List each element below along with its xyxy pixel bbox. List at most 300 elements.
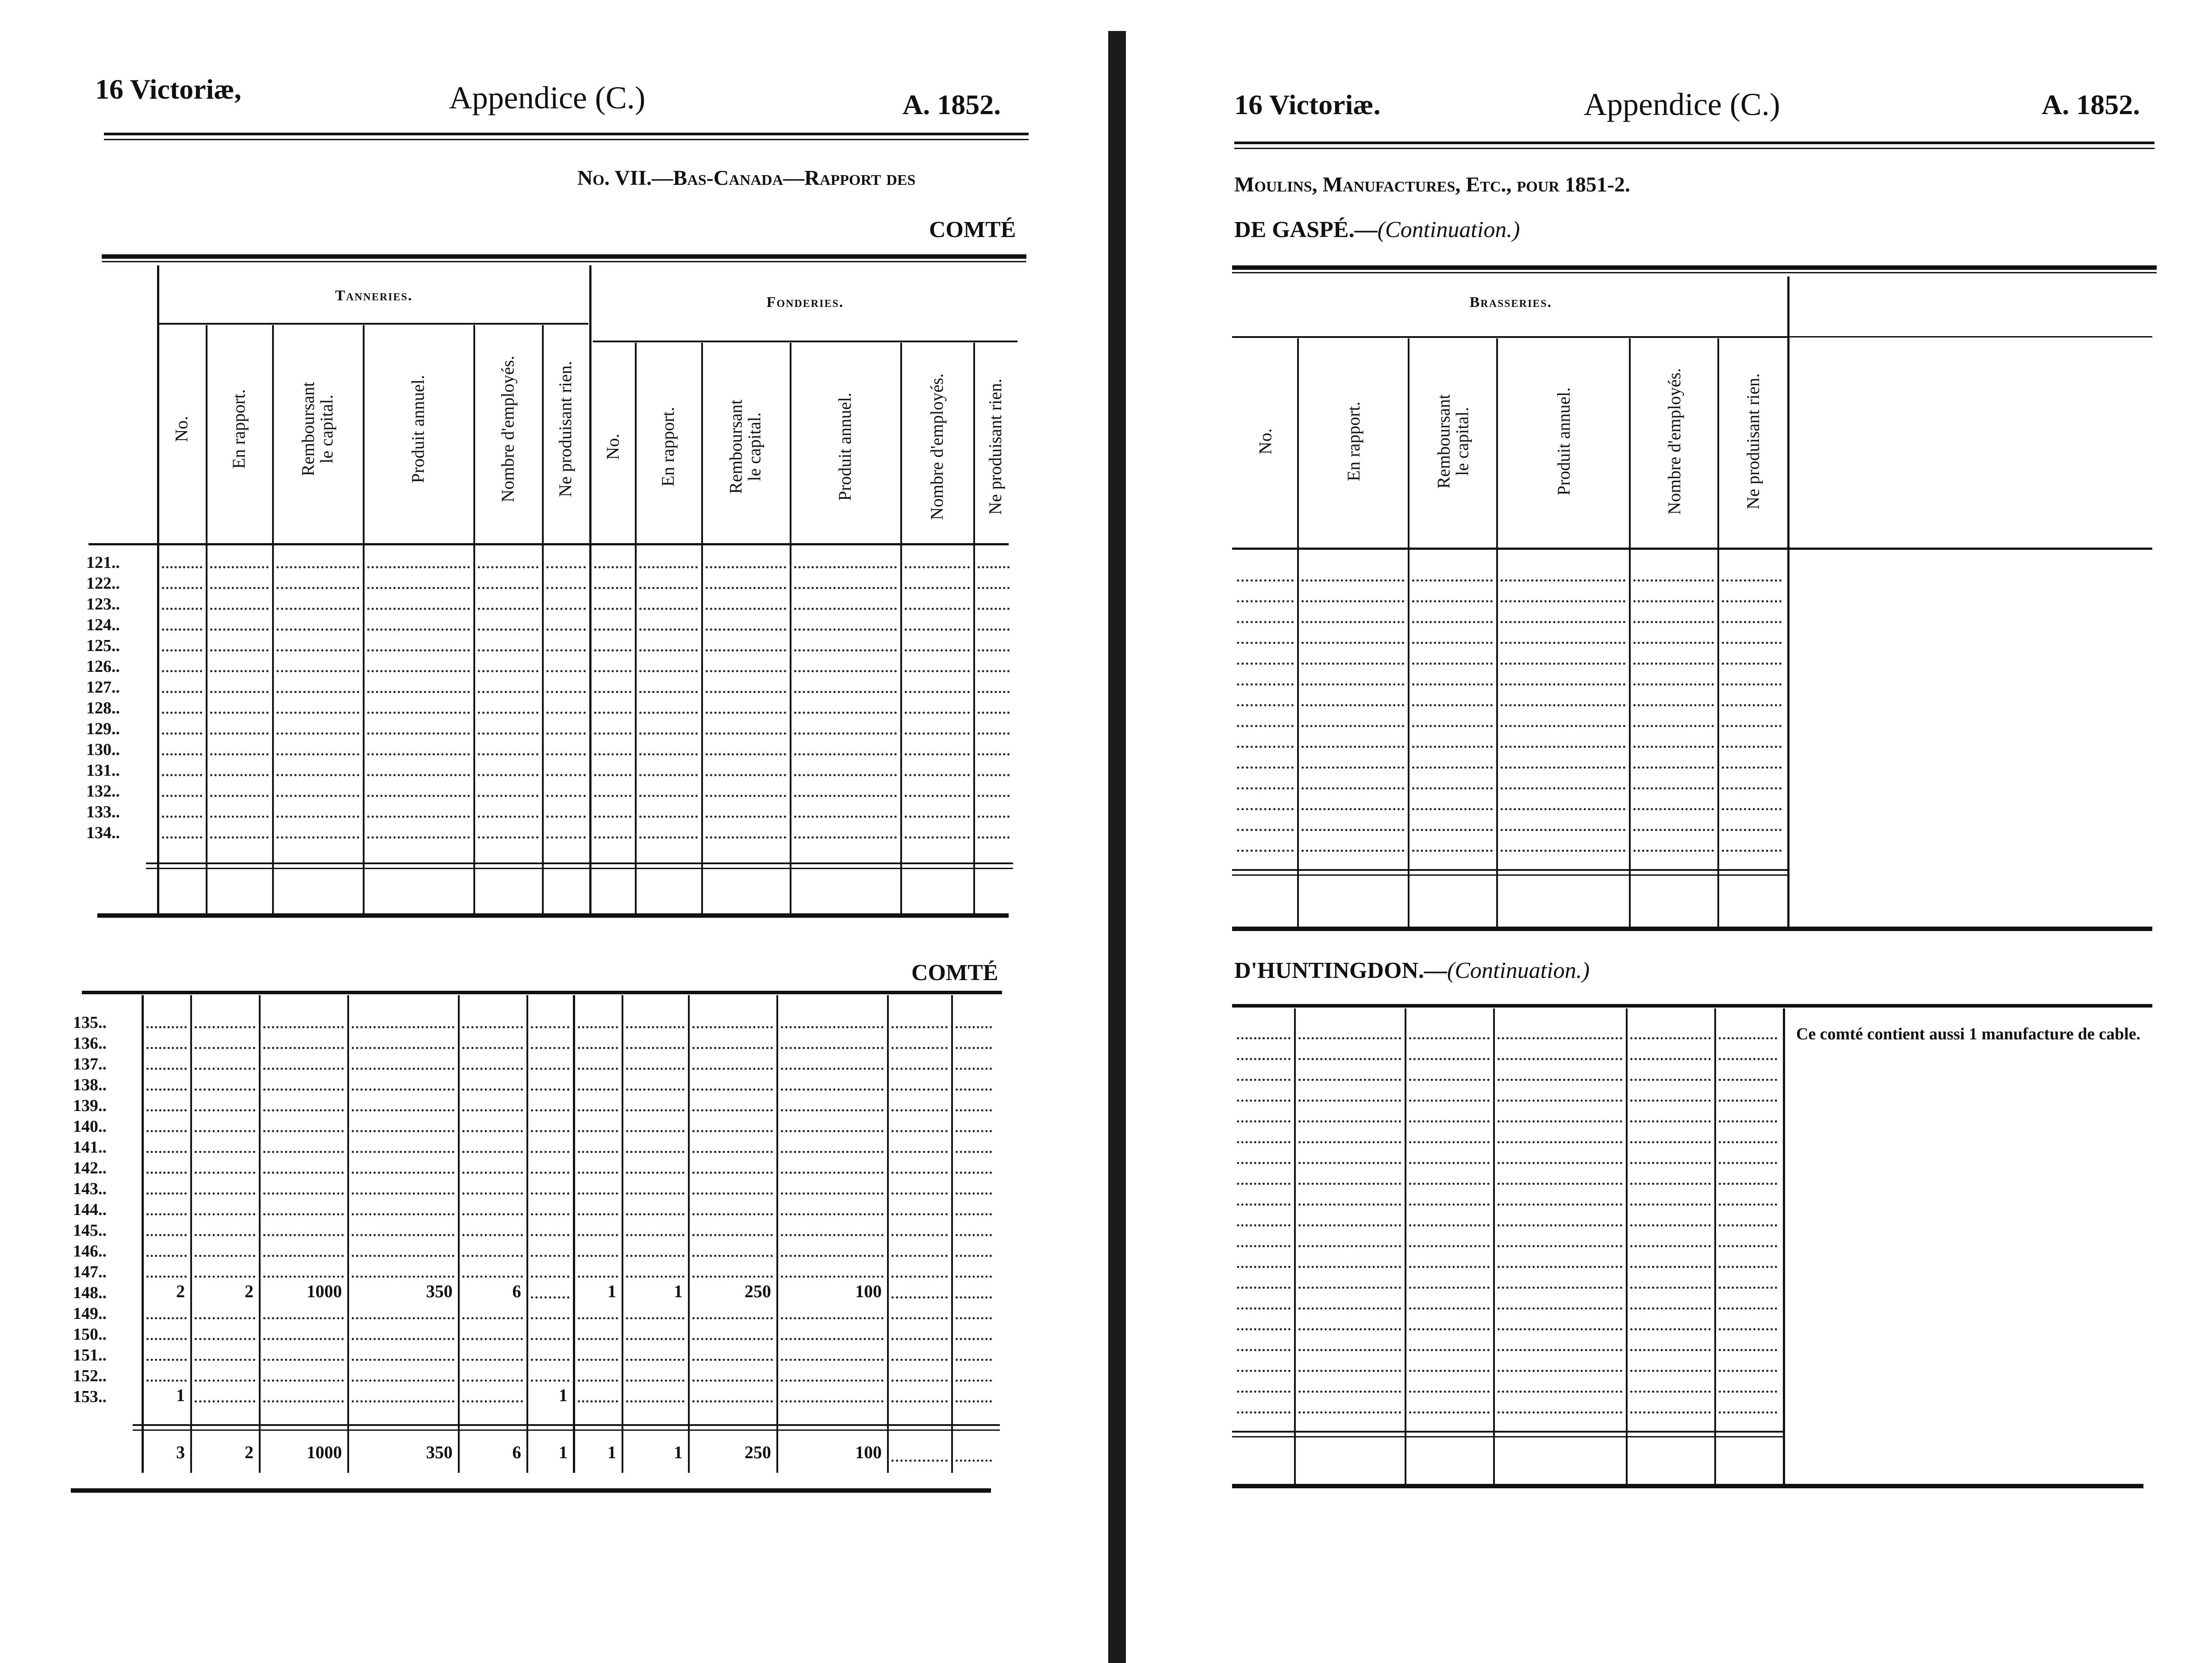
dot-leader [1501,600,1625,602]
dot-leader [1722,850,1782,852]
dot-leader [1630,1349,1711,1351]
dot-leader [1298,1391,1401,1393]
dot-leader [367,816,470,818]
dot-leader [352,1255,454,1257]
table-cell: 1 [176,1385,185,1405]
dot-leader [1237,621,1294,623]
dot-leader [905,836,970,839]
dot-leader [1237,1266,1290,1268]
dot-leader [706,836,786,839]
dot-leader [531,1088,569,1091]
dot-leader [1722,600,1782,602]
dot-leader [1237,1224,1290,1226]
dot-leader [146,1068,187,1070]
col-header: No. [1255,428,1275,454]
dot-leader [546,816,586,818]
dot-leader [1719,1141,1777,1143]
county-label-bottom: COMTÉ [911,960,998,985]
row-number: 123.. [86,595,120,613]
dot-leader [891,1338,948,1340]
dot-leader [462,1379,523,1382]
dot-leader [146,1088,187,1091]
dot-leader [1630,1100,1711,1102]
dot-leader [1630,1183,1711,1185]
dot-leader [594,795,631,797]
dot-leader [692,1151,773,1153]
dot-leader [210,816,269,818]
dot-leader [462,1213,523,1215]
dot-leader [1298,1141,1401,1143]
dot-leader [1298,1058,1401,1060]
dot-leader [794,649,897,651]
dot-leader [1498,1037,1622,1039]
dot-leader [462,1026,523,1028]
dot-leader [956,1109,992,1111]
right-title: Moulins, Manufactures, Etc., pour 1851-2. [1234,173,1630,196]
totals-cell: 350 [426,1442,453,1462]
dot-leader [478,608,538,610]
dot-leader [352,1172,454,1174]
table-cell: 2 [176,1281,185,1301]
row-number: 122.. [86,574,120,593]
dot-leader [639,649,698,651]
dot-leader [1298,1370,1401,1372]
dot-leader [978,649,1010,651]
dot-leader [905,691,970,693]
dot-leader [1501,829,1625,831]
dot-leader [1298,1120,1401,1123]
dot-leader [956,1460,992,1462]
col-header: Nombre d'employés. [1664,368,1684,515]
dot-leader [626,1151,684,1153]
dot-leader [1412,766,1493,769]
dot-leader [276,712,359,714]
dot-leader [1630,1391,1711,1393]
dot-leader [905,628,970,631]
dot-leader [1237,1058,1290,1060]
row-number: 143.. [73,1180,107,1198]
dot-leader [546,608,586,610]
dot-leader [692,1400,773,1402]
dot-leader [352,1379,454,1382]
dot-leader [1412,829,1493,831]
dot-leader [905,670,970,672]
dot-leader [578,1047,618,1049]
dot-leader [1501,621,1625,623]
dot-leader [531,1130,569,1132]
dot-leader [352,1276,454,1278]
dot-leader [794,774,897,776]
dot-leader [195,1026,255,1028]
dot-leader [1237,1287,1290,1289]
dot-leader [891,1460,948,1462]
dot-leader [263,1047,344,1049]
dot-leader [210,649,269,651]
dot-leader [1409,1328,1490,1330]
dot-leader [626,1172,684,1174]
dot-leader [1302,829,1404,831]
dot-leader [1237,787,1294,789]
table-cell: 1 [607,1281,616,1301]
table-cell: 1000 [307,1281,342,1301]
dot-leader [1630,1141,1711,1143]
dot-leader [578,1088,618,1091]
dot-leader [276,691,359,693]
dot-leader [1630,1245,1711,1247]
dot-leader [706,670,786,672]
dot-leader [352,1213,454,1215]
group-brasseries: Brasseries. [1469,294,1552,310]
dot-leader [352,1192,454,1195]
dot-leader [352,1317,454,1319]
totals-cell: 1 [559,1442,568,1462]
dot-leader [794,753,897,755]
dot-leader [462,1151,523,1153]
dot-leader [1501,642,1625,644]
dot-leader [531,1338,569,1340]
dot-leader [367,732,470,735]
dot-leader [1630,1370,1711,1372]
dot-leader [626,1026,684,1028]
table-top-rule [102,254,1026,259]
dot-leader [891,1172,948,1174]
dot-leader [1302,850,1404,852]
dot-leader [478,836,538,839]
dot-leader [891,1109,948,1111]
dot-leader [1412,621,1493,623]
dot-leader [352,1400,454,1402]
dot-leader [1630,1411,1711,1414]
dot-leader [578,1192,618,1195]
dot-leader [1498,1370,1622,1372]
dot-leader [162,795,202,797]
dot-leader [276,774,359,776]
dot-leader [1237,683,1294,686]
dot-leader [1237,1183,1290,1185]
dot-leader [794,712,897,714]
dot-leader [1298,1328,1401,1330]
row-number: 132.. [86,782,120,801]
dot-leader [1302,600,1404,602]
dot-leader [781,1026,883,1028]
dot-leader [1719,1120,1777,1123]
dot-leader [263,1276,344,1278]
dot-leader [956,1276,992,1278]
dot-leader [1412,579,1493,582]
col-header: Remboursant le capital. [1434,394,1472,489]
dot-leader [891,1213,948,1215]
dot-leader [146,1379,187,1382]
dot-leader [639,732,698,735]
dot-leader [692,1255,773,1257]
right-header-session: 16 Victoriæ. [1234,89,1381,120]
dot-leader [1298,1287,1401,1289]
dot-leader [1237,766,1294,769]
dot-leader [1298,1100,1401,1102]
dot-leader [956,1400,992,1402]
dot-leader [263,1151,344,1153]
dot-leader [692,1213,773,1215]
row-number: 127.. [86,678,120,697]
dot-leader [1719,1100,1777,1102]
dot-leader [1498,1120,1622,1123]
dot-leader [546,566,586,568]
dot-leader [195,1213,255,1215]
dot-leader [1719,1266,1777,1268]
dot-leader [546,691,586,693]
dot-leader [905,816,970,818]
dot-leader [905,712,970,714]
dot-leader [462,1234,523,1236]
dot-leader [578,1255,618,1257]
dot-leader [578,1151,618,1153]
dot-leader [276,566,359,568]
dot-leader [1501,746,1625,748]
col-header: Nombre d'employés. [497,356,518,502]
dot-leader [1237,1245,1290,1247]
dot-leader [794,587,897,589]
dot-leader [1633,704,1714,706]
dot-leader [367,587,470,589]
dot-leader [1722,829,1782,831]
dot-leader [1630,1287,1711,1289]
dot-leader [1722,746,1782,748]
table-cell: 250 [745,1281,771,1301]
dot-leader [626,1130,684,1132]
row-number: 146.. [73,1242,107,1261]
dot-leader [1633,766,1714,769]
dot-leader [1633,621,1714,623]
dot-leader [1412,600,1493,602]
dot-leader [1722,642,1782,644]
dot-leader [1719,1307,1777,1310]
dot-leader [1630,1037,1711,1039]
dot-leader [594,712,631,714]
dot-leader [531,1213,569,1215]
dot-leader [1409,1203,1490,1206]
dot-leader [531,1276,569,1278]
dot-leader [1409,1411,1490,1414]
row-number: 153.. [73,1387,107,1406]
dot-leader [1501,579,1625,582]
dot-leader [891,1234,948,1236]
dot-leader [478,691,538,693]
dot-leader [626,1234,684,1236]
dot-leader [905,649,970,651]
row-number: 128.. [86,699,120,717]
dot-leader [195,1088,255,1091]
dot-leader [1412,787,1493,789]
dot-leader [1719,1203,1777,1206]
dot-leader [956,1359,992,1361]
dot-leader [531,1151,569,1153]
dot-leader [195,1151,255,1153]
dot-leader [1412,850,1493,852]
dot-leader [1501,683,1625,686]
dot-leader [978,712,1010,714]
dot-leader [956,1338,992,1340]
dot-leader [639,691,698,693]
dot-leader [1298,1245,1401,1247]
dot-leader [594,587,631,589]
dot-leader [626,1276,684,1278]
dot-leader [478,816,538,818]
dot-leader [1298,1349,1401,1351]
dot-leader [462,1172,523,1174]
dot-leader [578,1359,618,1361]
row-number: 136.. [73,1034,107,1053]
col-header: En rapport. [1343,401,1363,481]
dot-leader [352,1088,454,1091]
dot-leader [626,1400,684,1402]
dot-leader [1630,1328,1711,1330]
dot-leader [594,628,631,631]
dot-leader [195,1338,255,1340]
dot-leader [462,1088,523,1091]
dot-leader [1237,642,1294,644]
dot-leader [146,1234,187,1236]
dot-leader [1302,704,1404,706]
dot-leader [146,1276,187,1278]
totals-cell: 100 [855,1442,882,1462]
dot-leader [578,1400,618,1402]
dot-leader [1498,1307,1622,1310]
dot-leader [478,774,538,776]
dot-leader [891,1379,948,1382]
dot-leader [210,774,269,776]
dot-leader [594,774,631,776]
totals-cell: 1 [607,1442,616,1462]
dot-leader [1498,1141,1622,1143]
dot-leader [794,795,897,797]
row-number: 130.. [86,740,120,759]
county-gaspe: DE GASPÉ.—(Continuation.) [1234,217,1520,242]
dot-leader [794,691,897,693]
dot-leader [1630,1203,1711,1206]
dot-leader [146,1109,187,1111]
dot-leader [956,1047,992,1049]
dot-leader [1501,725,1625,727]
dot-leader [692,1109,773,1111]
dot-leader [531,1359,569,1361]
col-header: Remboursant le capital. [298,382,337,476]
table-bottom-rule [97,913,1009,918]
dot-leader [1722,787,1782,789]
dot-leader [1498,1245,1622,1247]
dot-leader [263,1213,344,1215]
dot-leader [1237,1328,1290,1330]
dot-leader [263,1130,344,1132]
dot-leader [210,566,269,568]
dot-leader [905,608,970,610]
left-header-year: A. 1852. [902,89,1001,120]
dot-leader [594,816,631,818]
dot-leader [692,1276,773,1278]
dot-leader [1237,1411,1290,1414]
dot-leader [578,1130,618,1132]
dot-leader [195,1109,255,1111]
dot-leader [1498,1287,1622,1289]
dot-leader [195,1234,255,1236]
dot-leader [905,753,970,755]
dot-leader [276,836,359,839]
dot-leader [1498,1162,1622,1164]
row-number: 144.. [73,1200,107,1219]
dot-leader [263,1317,344,1319]
dot-leader [594,836,631,839]
dot-leader [692,1172,773,1174]
dot-leader [162,608,202,610]
col-header: Ne produisant rien. [985,379,1006,515]
dot-leader [781,1151,883,1153]
col-header: Produit annuel. [834,392,855,501]
dot-leader [462,1109,523,1111]
dot-leader [794,836,897,839]
row-number: 147.. [73,1263,107,1281]
row-number: 129.. [86,720,120,738]
dot-leader [146,1026,187,1028]
dot-leader [531,1317,569,1319]
dot-leader [578,1317,618,1319]
dot-leader [462,1338,523,1340]
dot-leader [352,1026,454,1028]
row-number: 140.. [73,1117,107,1136]
dot-leader [1409,1058,1490,1060]
dot-leader [162,816,202,818]
dot-leader [1501,704,1625,706]
dot-leader [367,628,470,631]
dot-leader [1719,1079,1777,1081]
dot-leader [1298,1037,1401,1039]
row-number: 134.. [86,824,120,842]
col-header: En rapport. [658,407,678,487]
dot-leader [891,1192,948,1195]
row-number: 124.. [86,616,120,634]
dot-leader [956,1255,992,1257]
dot-leader [626,1109,684,1111]
dot-leader [692,1234,773,1236]
row-number: 141.. [73,1138,107,1157]
right-header-appendix: Appendice (C.) [1584,87,1780,122]
dot-leader [1630,1120,1711,1123]
dot-leader [1237,1037,1290,1039]
dot-leader [367,608,470,610]
dot-leader [146,1255,187,1257]
dot-leader [706,732,786,735]
dot-leader [639,816,698,818]
dot-leader [162,566,202,568]
dot-leader [531,1379,569,1382]
dot-leader [531,1047,569,1049]
row-number: 138.. [73,1076,107,1094]
dot-leader [462,1047,523,1049]
dot-leader [891,1255,948,1257]
dot-leader [706,628,786,631]
dot-leader [195,1255,255,1257]
dot-leader [794,608,897,610]
dot-leader [956,1130,992,1132]
dot-leader [891,1151,948,1153]
dot-leader [1412,725,1493,727]
dot-leader [546,774,586,776]
dot-leader [1633,850,1714,852]
col-header: Nombre d'employés. [926,373,947,520]
col-header: Produit annuel. [407,375,428,483]
dot-leader [781,1068,883,1070]
dot-leader [531,1068,569,1070]
dot-leader [1302,663,1404,665]
dot-leader [162,628,202,631]
